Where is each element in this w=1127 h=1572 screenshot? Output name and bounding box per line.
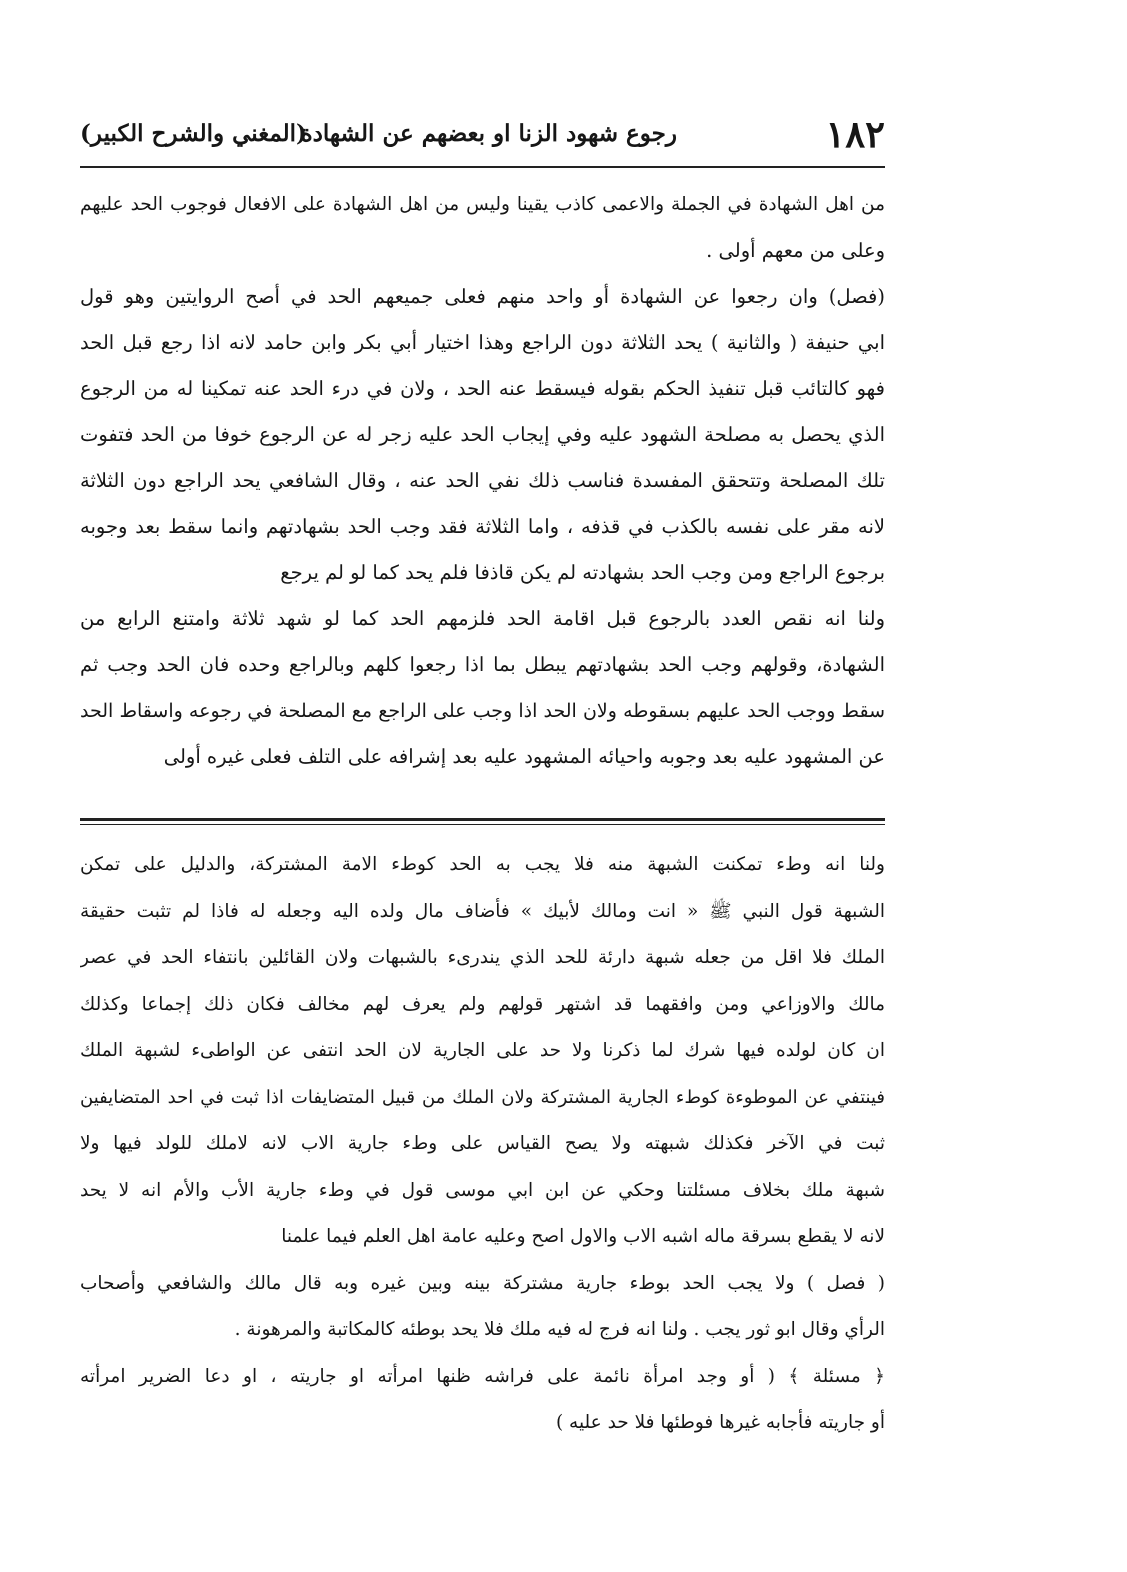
text-line: الملك فلا اقل من جعله شبهة دارئة للحد الذي يندرىء بالشبهات ولان القائلين بانتفاء الحد في عصر bbox=[80, 947, 885, 968]
sharh-text-block bbox=[80, 182, 885, 780]
text-line: شبهة ملك بخلاف مسئلتنا وحكي عن ابن ابي موسى قول في وطء جارية الأب والأم انه لا يحد bbox=[80, 1179, 885, 1201]
text-line: ولنا انه نقص العدد بالرجوع قبل اقامة الحد فلزمهم الحد كما لو شهد ثلاثة وامتنع الرابع من bbox=[80, 607, 885, 630]
text-line: فهو كالتائب قبل تنفيذ الحكم بقوله فيسقط عنه الحد ، ولان في درء الحد عنه تمكينا له من الرجوع bbox=[80, 377, 885, 400]
text-line: الرأي وقال ابو ثور يجب . ولنا انه فرج له فيه ملك فلا يحد بوطئه كالمكاتبة والمرهونة . bbox=[234, 1319, 885, 1340]
running-title: رجوع شهود الزنا او بعضهم عن الشهادة bbox=[300, 120, 677, 147]
text-line: برجوع الراجع ومن وجب الحد بشهادته لم يكن قاذفا فلم يحد كما لو لم يرجع bbox=[280, 561, 885, 584]
mughni-text-block bbox=[80, 842, 885, 1447]
header-rule bbox=[80, 166, 885, 168]
text-line: ابي حنيفة ( والثانية ) يحد الثلاثة دون الراجع وهذا اختيار أبي بكر وابن حامد لانه اذا رجع قبل الحد bbox=[80, 331, 885, 354]
text-line: لانه مقر على نفسه بالكذب في قذفه ، واما الثلاثة فقد وجب الحد بشهادتهم وانما سقط بعد وجوبه bbox=[80, 515, 885, 538]
text-line: لانه لا يقطع بسرقة ماله اشبه الاب والاول اصح وعليه عامة اهل العلم فيما علمنا bbox=[281, 1226, 885, 1247]
text-line: أو جاريته فأجابه غيرها فوطئها فلا حد عليه ) bbox=[555, 1412, 885, 1433]
text-line: الشبهة قول النبي ﷺ « انت ومالك لأبيك » فأضاف مال ولده اليه وجعله له فاذا لم تثبت حقيقة bbox=[80, 900, 885, 922]
text-line: (فصل) وان رجعوا عن الشهادة أو واحد منهم فعلى جميعهم الحد في أصح الروايتين وهو قول bbox=[80, 285, 885, 308]
section-divider bbox=[80, 818, 885, 825]
text-line: ( فصل ) ولا يجب الحد بوطء جارية مشتركة بينه وبين غيره وبه قال مالك والشافعي وأصحاب bbox=[80, 1272, 885, 1294]
text-line: ان كان لولده فيها شرك لما ذكرنا ولا حد على الجارية لان الحد انتفى عن الواطىء لشبهة الملك bbox=[80, 1040, 885, 1061]
text-line: من اهل الشهادة في الجملة والاعمى كاذب يقينا وليس من اهل الشهادة على الافعال فوجوب الحد عليهم bbox=[80, 194, 885, 215]
page-number: ١٨٢ bbox=[825, 112, 885, 156]
text-line: فينتفي عن الموطوءة كوطء الجارية المشتركة ولان الملك من قبيل المتضايفات اذا ثبت في احد المتضايفين bbox=[80, 1086, 885, 1108]
text-line: وعلى من معهم أولى . bbox=[706, 239, 885, 262]
text-line: ﴿ مسئلة ﴾ ( أو وجد امرأة نائمة على فراشه ظنها امرأته او جاريته ، او دعا الضرير امرأته bbox=[80, 1365, 885, 1387]
text-line: مالك والاوزاعي ومن وافقهما قد اشتهر قولهم ولم يعرف لهم مخالف فكان ذلك إجماعا وكذلك bbox=[80, 993, 885, 1015]
text-line: الشهادة، وقولهم وجب الحد بشهادتهم يبطل بما اذا رجعوا كلهم وبالراجع وحده فان الحد وجب ثم bbox=[80, 653, 885, 676]
text-line: سقط ووجب الحد عليهم بسقوطه ولان الحد اذا وجب على الراجع مع المصلحة في رجوعه واسقاط الحد bbox=[80, 700, 885, 722]
page-header bbox=[80, 108, 885, 160]
text-line: عن المشهود عليه بعد وجوبه واحيائه المشهود عليه بعد إشرافه على التلف فعلى غيره أولى bbox=[163, 745, 885, 768]
text-line: تلك المصلحة وتتحقق المفسدة فناسب ذلك نفي الحد عنه ، وقال الشافعي يحد الراجع دون الثلاثة bbox=[80, 469, 885, 492]
text-line: ولنا انه وطء تمكنت الشبهة منه فلا يجب به الحد كوطء الامة المشتركة، والدليل على تمكن bbox=[80, 854, 885, 875]
text-line: ثبت في الآخر فكذلك شبهته ولا يصح القياس على وطء جارية الاب لانه لاملك للولد فيها ولا bbox=[80, 1133, 885, 1154]
text-line: الذي يحصل به مصلحة الشهود عليه وفي إيجاب الحد عليه زجر له عن الرجوع خوفا من الحد فتفوت bbox=[80, 423, 885, 446]
book-title: (المغني والشرح الكبير) bbox=[80, 120, 307, 147]
